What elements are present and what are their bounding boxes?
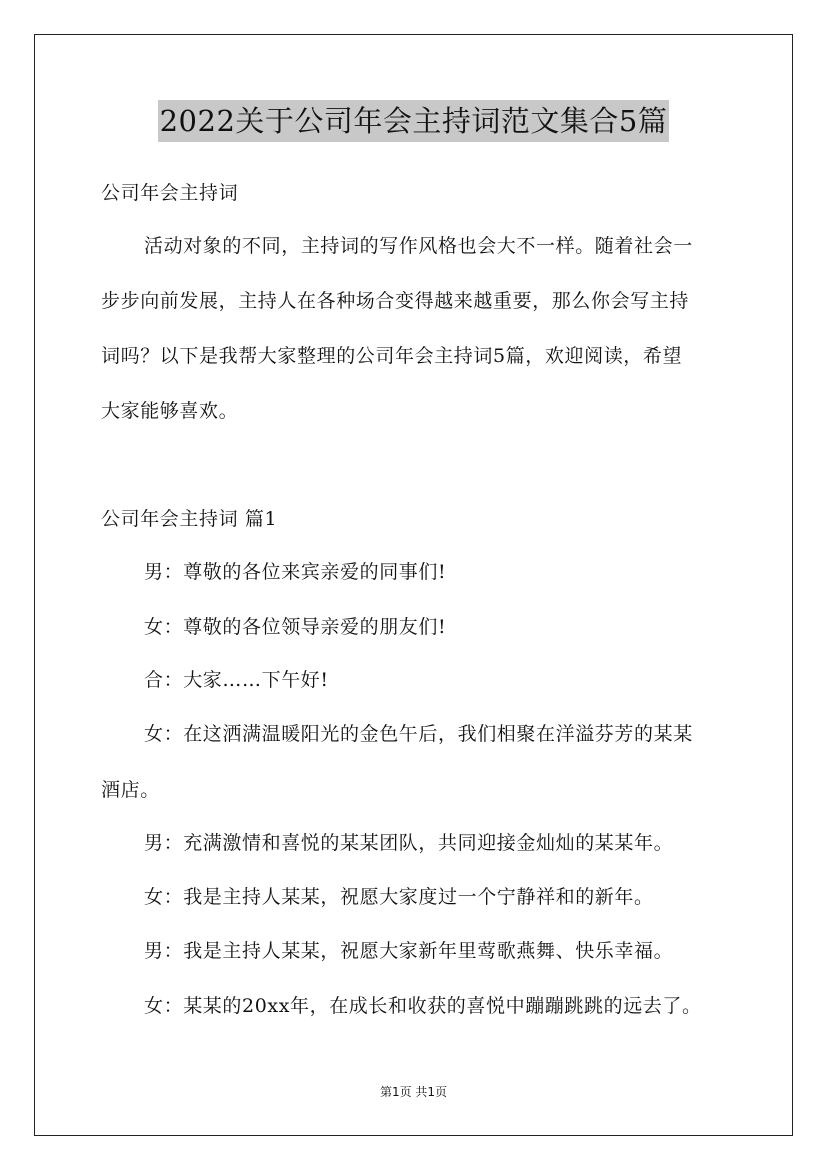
dialogue-line-5: 男：充满激情和喜悦的某某团队，共同迎接金灿灿的某某年。	[144, 832, 674, 854]
intro-line-2: 步步向前发展，主持人在各种场合变得越来越重要，那么你会写主持	[101, 290, 690, 312]
intro-line-1: 活动对象的不同，主持词的写作风格也会大不一样。随着社会一	[144, 235, 693, 257]
title-container	[0, 100, 827, 142]
intro-heading: 公司年会主持词	[101, 182, 239, 204]
dialogue-line-4: 女：在这洒满温暖阳光的金色午后，我们相聚在洋溢芬芳的某某	[144, 723, 693, 745]
dialogue-line-1: 男：尊敬的各位来宾亲爱的同事们!	[144, 561, 447, 583]
intro-line-4: 大家能够喜欢。	[101, 400, 239, 422]
section-1-heading: 公司年会主持词 篇1	[101, 508, 278, 530]
document-title: 2022关于公司年会主持词范文集合5篇	[158, 100, 670, 142]
dialogue-line-6: 女：我是主持人某某，祝愿大家度过一个宁静祥和的新年。	[144, 886, 654, 908]
dialogue-line-7: 男：我是主持人某某，祝愿大家新年里莺歌燕舞、快乐幸福。	[144, 940, 674, 962]
intro-line-3: 词吗？以下是我帮大家整理的公司年会主持词5篇，欢迎阅读，希望	[101, 345, 683, 367]
dialogue-line-2: 女：尊敬的各位领导亲爱的朋友们!	[144, 616, 447, 638]
page-footer: 第1页 共1页	[379, 1085, 448, 1099]
dialogue-line-8: 女：某某的20xx年，在成长和收获的喜悦中蹦蹦跳跳的远去了。	[144, 995, 702, 1017]
dialogue-line-4-cont: 酒店。	[101, 779, 160, 801]
dialogue-line-3: 合：大家……下午好!	[144, 669, 329, 691]
